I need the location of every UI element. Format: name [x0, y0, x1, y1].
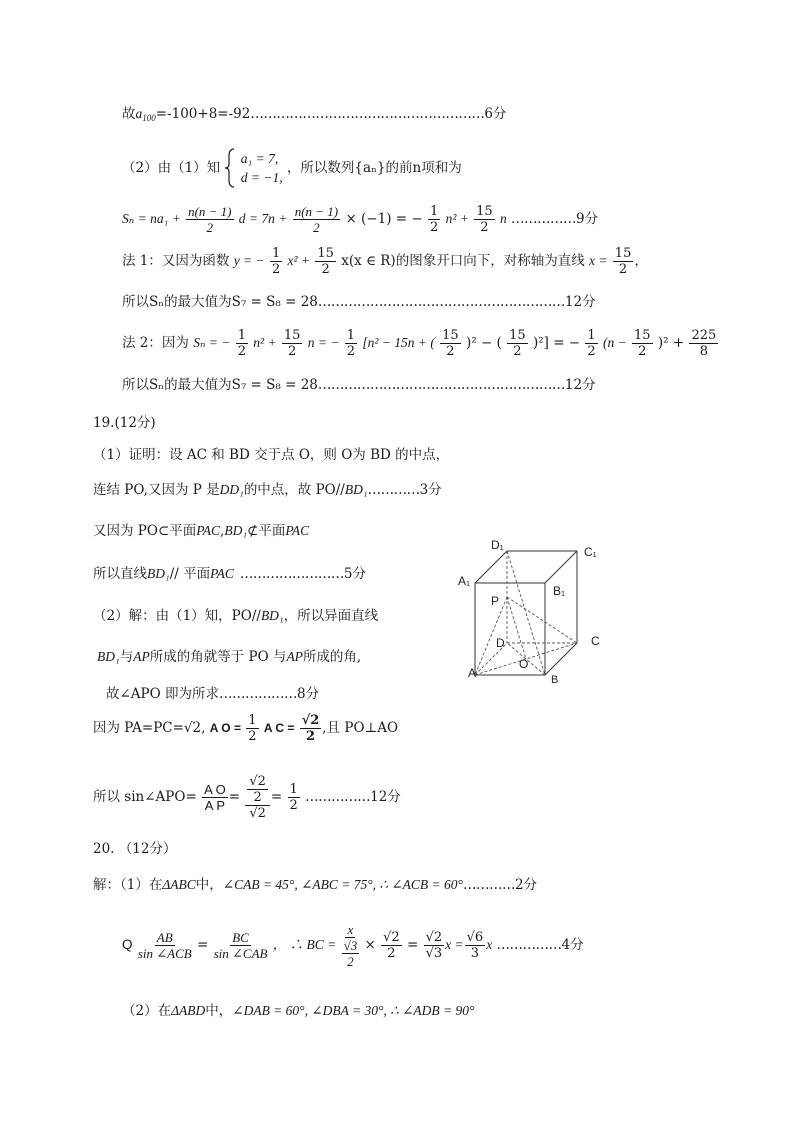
part2-post: ，所以数列{aₙ}的前n项和为 — [286, 160, 462, 176]
q19-line8 — [93, 712, 398, 744]
method1-frac-3-num: 15 — [614, 246, 632, 261]
q19-line9 — [93, 762, 401, 832]
q19-l9-frac-3 — [288, 782, 300, 813]
method1-mid: x² + — [287, 253, 311, 268]
q20-l2-frac-1 — [138, 930, 192, 961]
a100-pre: 故 — [122, 106, 136, 122]
a100-expr: =-100+8=-92 — [155, 106, 251, 122]
q19-l9-frac-2 — [245, 774, 270, 821]
q19-l9-frac-2-num — [245, 774, 270, 806]
max2-text: 所以Sₙ的最大值为S₇ = S₈ = 28 — [122, 377, 318, 393]
method2-frac-3-num: 1 — [346, 328, 356, 343]
method2-line — [122, 327, 719, 359]
q19-l9-frac-2-inner-den: 2 — [253, 790, 262, 805]
q20-l2-tail: x — [486, 937, 493, 952]
q19-l7-dots: ……………… — [219, 686, 298, 702]
method2-pre: 法 2：因为 — [122, 335, 189, 351]
method1-frac-1-den: 2 — [271, 262, 281, 277]
q19-l8-frac-1-num: 1 — [248, 713, 257, 728]
max2-line — [122, 376, 596, 394]
sn-frac-4 — [474, 204, 495, 235]
q20-l2-q: Q — [122, 937, 133, 952]
method2-m1: n² + — [253, 335, 277, 350]
q19-l8-frac-2-den: 2 — [305, 729, 315, 744]
q19-l9-eq: = — [228, 789, 241, 805]
q19-line7 — [106, 685, 319, 703]
q19-l8-post: ,且 PO⊥AO — [322, 720, 399, 736]
sn-frac-3-den: 2 — [429, 220, 439, 235]
q19-l6-post: 所成的角, — [302, 649, 362, 665]
q19-l2-pre: 连结 PO,又因为 P 是 — [93, 482, 220, 498]
label-a1: A₁ — [458, 574, 471, 588]
max1-score: 12分 — [564, 294, 596, 310]
q19-l4-dots: …………………… — [239, 566, 344, 582]
sn-tail: n — [500, 211, 507, 226]
q19-l6-ap: AP — [133, 649, 150, 664]
method2-frac-7-den: 2 — [638, 344, 647, 359]
q19-l3-bd1: BD₁ — [224, 523, 248, 538]
sn-frac-2-num: n(n − 1) — [294, 204, 339, 219]
q20-l2-times: × — [364, 937, 376, 953]
method2-frac-6-num: 1 — [587, 328, 596, 343]
label-c1: C₁ — [584, 545, 597, 559]
q19-l2-bd1: BD₁ — [344, 482, 368, 497]
q19-l7-text: 故∠APO 即为所求 — [106, 686, 220, 702]
q19-l3-pac: PAC — [196, 523, 221, 538]
q19-l4-mid: // 平面 — [169, 566, 211, 582]
sn-score: 9分 — [576, 211, 599, 227]
q19-l4-bd1: BD₁ — [147, 566, 170, 581]
method1-frac-1-num: 1 — [271, 246, 281, 261]
q20-l2-frac-1-den: sin ∠ACB — [137, 946, 192, 961]
cube-figure — [455, 535, 615, 685]
method2-frac-7-num: 15 — [634, 328, 651, 343]
q19-l9-frac-1 — [202, 782, 228, 813]
q19-l9-frac-1-num: A O — [204, 782, 226, 797]
q19-l9-eq2: = — [270, 789, 283, 805]
q20-l2-frac-5-den: √3 — [425, 946, 443, 961]
q19-l9-frac-2-den: √2 — [249, 806, 266, 821]
max1-dots: ………………………………………………… — [317, 294, 565, 310]
q20-l2-frac-2-den: sin ∠CAB — [213, 946, 268, 961]
label-a: A — [468, 666, 477, 680]
method2-m5: )²] = − — [532, 335, 581, 351]
q19-l9-frac-3-den: 2 — [289, 798, 298, 813]
method1-frac-3-den: 2 — [618, 262, 628, 277]
edge-b1-c1 — [545, 551, 577, 583]
q19-l2-mid: 的中点，故 PO// — [243, 482, 345, 498]
sn-frac-1-den: 2 — [206, 220, 214, 235]
a100-symbol: $a_{100}$ — [135, 106, 156, 123]
q19-l9-score: 12分 — [370, 789, 401, 805]
method1-end: ， — [634, 253, 648, 269]
q19-l7-score: 8分 — [297, 686, 320, 702]
sn-frac-4-den: 2 — [480, 220, 489, 235]
method1-frac-2-num: 15 — [317, 246, 334, 261]
q19-l6-mid: 与 — [119, 649, 134, 665]
sn-lhs: Sₙ = na₁ + — [122, 211, 181, 226]
q20-l2-x: x = — [445, 937, 464, 952]
q19-l6-bd1: BD₁ — [97, 649, 120, 664]
a100-dots: ……………………………………………… — [250, 106, 485, 122]
q19-line2 — [93, 481, 442, 499]
method2-frac-4 — [440, 328, 461, 359]
sn-frac-2-den: 2 — [313, 220, 320, 235]
q20-l3-mid: 中， — [205, 1003, 233, 1019]
q20-l2-frac-6-den: 3 — [470, 946, 480, 961]
part2-pre: （2）由（1）知 — [122, 160, 221, 176]
part2-brace-system — [224, 148, 282, 188]
q19-l8-frac-1-den: 2 — [248, 729, 257, 744]
sn-mid2: × (−1) = − — [345, 211, 423, 227]
max2-dots: ………………………………………………… — [317, 377, 565, 393]
q20-l2-frac-5 — [424, 930, 445, 961]
method2-frac-5-den: 2 — [513, 344, 522, 359]
method2-frac-8 — [689, 328, 718, 359]
method1-eq: y = − — [233, 253, 265, 268]
sn-mid3: n² + — [445, 211, 469, 226]
method2-frac-7 — [632, 328, 653, 359]
method1-frac-3 — [613, 246, 634, 277]
method2-frac-3 — [345, 328, 357, 359]
q19-l5-post: ，所以异面直线 — [283, 608, 379, 624]
method1-mid2: x(x ∈ R)的图象开口向下，对称轴为直线 — [341, 253, 585, 269]
q19-l9-frac-1-den: A P — [204, 798, 226, 813]
q20-l2-frac-3-inner-num: √3 — [343, 938, 358, 953]
seg-p-o — [507, 597, 526, 659]
part2-line — [122, 148, 462, 188]
q19-l5-pre: （2）解：由（1）知，PO// — [93, 608, 261, 624]
q20-line3 — [122, 1002, 474, 1020]
q19-l4-pre: 所以直线 — [93, 566, 147, 582]
q19-l2-dd1: DD₁ — [219, 482, 244, 497]
method1-pre: 法 1：又因为函数 — [122, 253, 230, 269]
q19-l3-pre: 又因为 PO⊂平面 — [93, 523, 197, 539]
sn-mid1: d = 7n + — [238, 211, 288, 226]
q20-l2-frac-5-num: √2 — [425, 930, 443, 945]
sn-frac-3 — [428, 204, 440, 235]
sn-dots: …………… — [511, 211, 577, 227]
method2-m4: )² − ( — [465, 335, 502, 351]
method2-m3: [n² − 15n + ( — [362, 335, 435, 350]
q19-line1: （1）证明：设 AC 和 BD 交于点 O，则 O为 BD 的中点， — [93, 447, 450, 463]
sn-frac-4-num: 15 — [476, 204, 493, 219]
q20-l1-tri: ΔABC — [162, 877, 196, 892]
part2-cond2: d = −1, — [240, 170, 283, 185]
q20-l1-pre: 解：（1）在 — [93, 877, 163, 893]
method2-frac-6 — [585, 328, 597, 359]
q19-l8-frac-2-num: √2 — [301, 713, 320, 728]
q19-line6 — [97, 648, 361, 666]
method2-frac-6-den: 2 — [587, 344, 596, 359]
max2-score: 12分 — [564, 377, 596, 393]
q20-l2-eq2: = — [406, 937, 419, 953]
q20-l2-frac-6 — [465, 930, 486, 961]
q19-l8-frac-1 — [246, 713, 258, 744]
sn-frac-1-num: n(n − 1) — [188, 204, 232, 219]
method1-line — [122, 245, 648, 277]
q20-l2-frac-3-den — [342, 938, 360, 969]
q20-l2-frac-2-num: BC — [232, 930, 249, 945]
q20-l2-frac-3-num: x — [347, 922, 354, 937]
q19-l8-pre: 因为 PA=PC= — [93, 720, 184, 736]
q20-l2-frac-3-inner — [342, 938, 360, 969]
q19-l4-pac: PAC — [210, 566, 234, 581]
label-d: D — [496, 636, 505, 650]
q19-l9-frac-3-num: 1 — [289, 782, 298, 797]
q19-l9-pre: 所以 sin∠APO= — [93, 789, 197, 805]
sn-frac-3-num: 1 — [429, 204, 439, 219]
q20-heading: 20. （12分） — [93, 841, 177, 857]
sn-formula-line — [122, 203, 598, 235]
q19-l9-frac-2-inner-num: √2 — [249, 774, 266, 789]
label-p: P — [491, 594, 500, 608]
q20-l3-tri: ΔABD — [171, 1003, 206, 1018]
q19-l9-dots: …………… — [305, 789, 371, 805]
q19-l2-dots: ………… — [367, 482, 420, 498]
method2-frac-5-num: 15 — [509, 328, 526, 343]
method2-frac-1 — [236, 328, 248, 359]
q20-l2-frac-1-num: AB — [156, 930, 173, 945]
method2-frac-5 — [507, 328, 528, 359]
method2-frac-2-num: 15 — [283, 328, 301, 343]
q19-l5-bd1: BD₁ — [260, 608, 284, 623]
q19-l3-mid: , — [220, 523, 225, 539]
q20-l2-frac-6-num: √6 — [466, 930, 484, 945]
a100-score: 6分 — [484, 106, 507, 122]
max1-line — [122, 293, 596, 311]
q19-l8-ao: A O = — [209, 721, 241, 735]
method1-frac-2-den: 2 — [321, 262, 330, 277]
method2-frac-2 — [282, 328, 303, 359]
method2-frac-8-den: 8 — [699, 344, 709, 359]
q20-l1-expr: ∠CAB = 45°, ∠ABC = 75°, ∴ ∠ACB = 60° — [222, 877, 463, 892]
max1-text: 所以Sₙ的最大值为S₇ = S₈ = 28 — [122, 294, 318, 310]
q20-l2-frac-4-num: √2 — [383, 930, 400, 945]
q20-l1-dots: ………… — [462, 877, 515, 893]
method2-frac-1-den: 2 — [237, 344, 246, 359]
q19-l3-not: ⊄平面 — [247, 523, 286, 539]
q20-l2-frac-4-den: 2 — [387, 946, 396, 961]
method1-frac-1 — [270, 246, 282, 277]
label-b: B — [551, 674, 559, 685]
label-o: O — [519, 657, 529, 671]
q20-l2-dots: …………… — [496, 937, 562, 953]
brace-icon — [224, 148, 236, 188]
method2-lhs: Sₙ = − — [193, 335, 231, 350]
q19-l6-mid2: 所成的角就等于 PO 与 — [149, 649, 287, 665]
q20-l2-frac-3-inner-den: 2 — [347, 954, 354, 969]
q20-l3-expr: ∠DAB = 60°, ∠DBA = 30°, ∴ ∠ADB = 90° — [232, 1003, 475, 1018]
a100-line — [122, 105, 506, 127]
q19-line3 — [93, 522, 309, 540]
q20-l2-frac-4 — [381, 930, 402, 961]
q20-l3-pre: （2）在 — [122, 1003, 172, 1019]
seg-p-c — [507, 597, 577, 643]
q20-line1 — [93, 876, 537, 894]
q19-line5 — [93, 607, 378, 625]
q19-line4 — [93, 565, 366, 583]
q19-l4-score: 5分 — [343, 566, 366, 582]
method1-frac-2 — [315, 246, 336, 277]
method2-frac-4-num: 15 — [442, 328, 459, 343]
q20-l2-frac-2 — [214, 930, 268, 961]
label-c: C — [591, 634, 600, 648]
q19-heading: 19.(12分) — [93, 415, 156, 431]
q20-line2 — [122, 910, 584, 980]
part2-cond1: a₁ = 7, — [240, 151, 279, 166]
q20-l2-mid: ， ∴ BC = — [272, 937, 337, 952]
q19-l8-sqrt2: √2 — [183, 720, 202, 736]
q19-l8-ac: A C = — [263, 721, 295, 735]
method2-frac-2-den: 2 — [287, 344, 297, 359]
sn-frac-1 — [186, 204, 233, 235]
method2-m2: n = − — [307, 335, 340, 350]
q19-l6-ap2: AP — [286, 649, 303, 664]
q19-l3-pac2: PAC — [285, 523, 310, 538]
q19-l8-frac-2 — [300, 713, 322, 744]
q20-l1-mid: 中， — [195, 877, 223, 893]
sn-frac-2 — [293, 204, 340, 235]
q20-l2-score: 4分 — [561, 937, 584, 953]
q19-l9-frac-2-inner — [247, 774, 268, 805]
label-b1: B₁ — [553, 584, 566, 598]
q20-l2-frac-3 — [342, 922, 360, 969]
q19-l2-score: 3分 — [419, 482, 442, 498]
edge-a1-d1 — [475, 551, 507, 583]
q19-l8-mid: , — [201, 720, 206, 736]
q20-l1-score: 2分 — [514, 877, 538, 893]
method2-frac-1-num: 1 — [237, 328, 246, 343]
label-d1: D₁ — [491, 538, 504, 552]
method2-m6: (n − — [603, 335, 627, 350]
method2-frac-4-den: 2 — [446, 344, 455, 359]
method1-axis: x = — [589, 253, 608, 268]
method2-frac-3-den: 2 — [346, 344, 356, 359]
method2-m7: )² + — [657, 335, 685, 351]
method2-frac-8-num: 225 — [691, 328, 717, 343]
q20-l2-eq: = — [196, 937, 209, 953]
